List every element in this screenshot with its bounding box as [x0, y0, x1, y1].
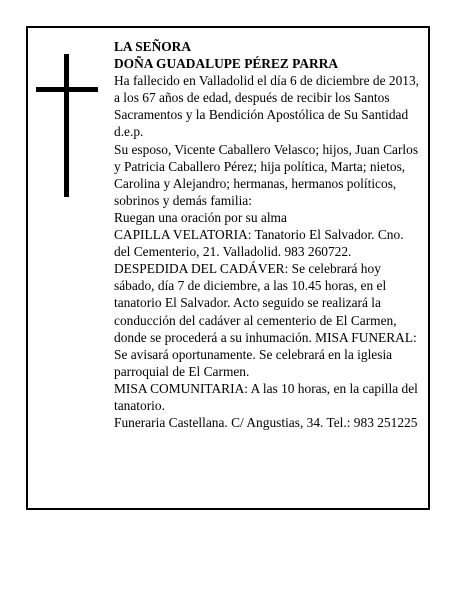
funeral-home-info: Funeraria Castellana. C/ Angustias, 34. Tel.: 983 251225 — [114, 415, 418, 431]
farewell-info: DESPEDIDA DEL CADÁVER: Se celebrará hoy sábado, día 7 de diciembre, a las 10.45 horas, en el tanatorio El Salvador. Acto seguido se realizará la conducción del cadáver al cementerio de El Carmen, donde se procederá a su inhumación. MISA FUNERAL: Se avisará oportunamente. Se celebrará en la iglesia parroquial de El Carmen. — [114, 261, 417, 379]
deceased-name: DOÑA GUADALUPE PÉREZ PARRA — [114, 56, 339, 72]
death-info: Ha fallecido en Valladolid el día 6 de diciembre de 2013, a los 67 años de edad, después de recibir los Santos Sacramentos y la Bendición Apostólica de Su Santidad — [114, 73, 420, 123]
cross-vertical-bar — [64, 54, 69, 197]
notice-body — [114, 38, 420, 431]
cross-icon — [36, 54, 98, 197]
prayer-request: Ruegan una oración por su alma — [114, 209, 287, 225]
chapel-info: CAPILLA VELATORIA: Tanatorio El Salvador. Cno. del Cementerio, 21. Valladolid. 983 260722. — [114, 227, 404, 260]
community-mass-info: MISA COMUNITARIA: A las 10 horas, en la capilla del tanatorio. — [114, 380, 418, 413]
notice-title: LA SEÑORA — [114, 39, 192, 54]
rip-text: d.e.p. — [114, 124, 144, 140]
cross-horizontal-bar — [36, 87, 98, 92]
family-list: Su esposo, Vicente Caballero Velasco; hijos, Juan Carlos y Patricia Caballero Pérez; hija política, Marta; nietos, Carolina y Alejandro; hermanas, hermanos políticos, sobrinos y demás familia: — [114, 141, 419, 208]
